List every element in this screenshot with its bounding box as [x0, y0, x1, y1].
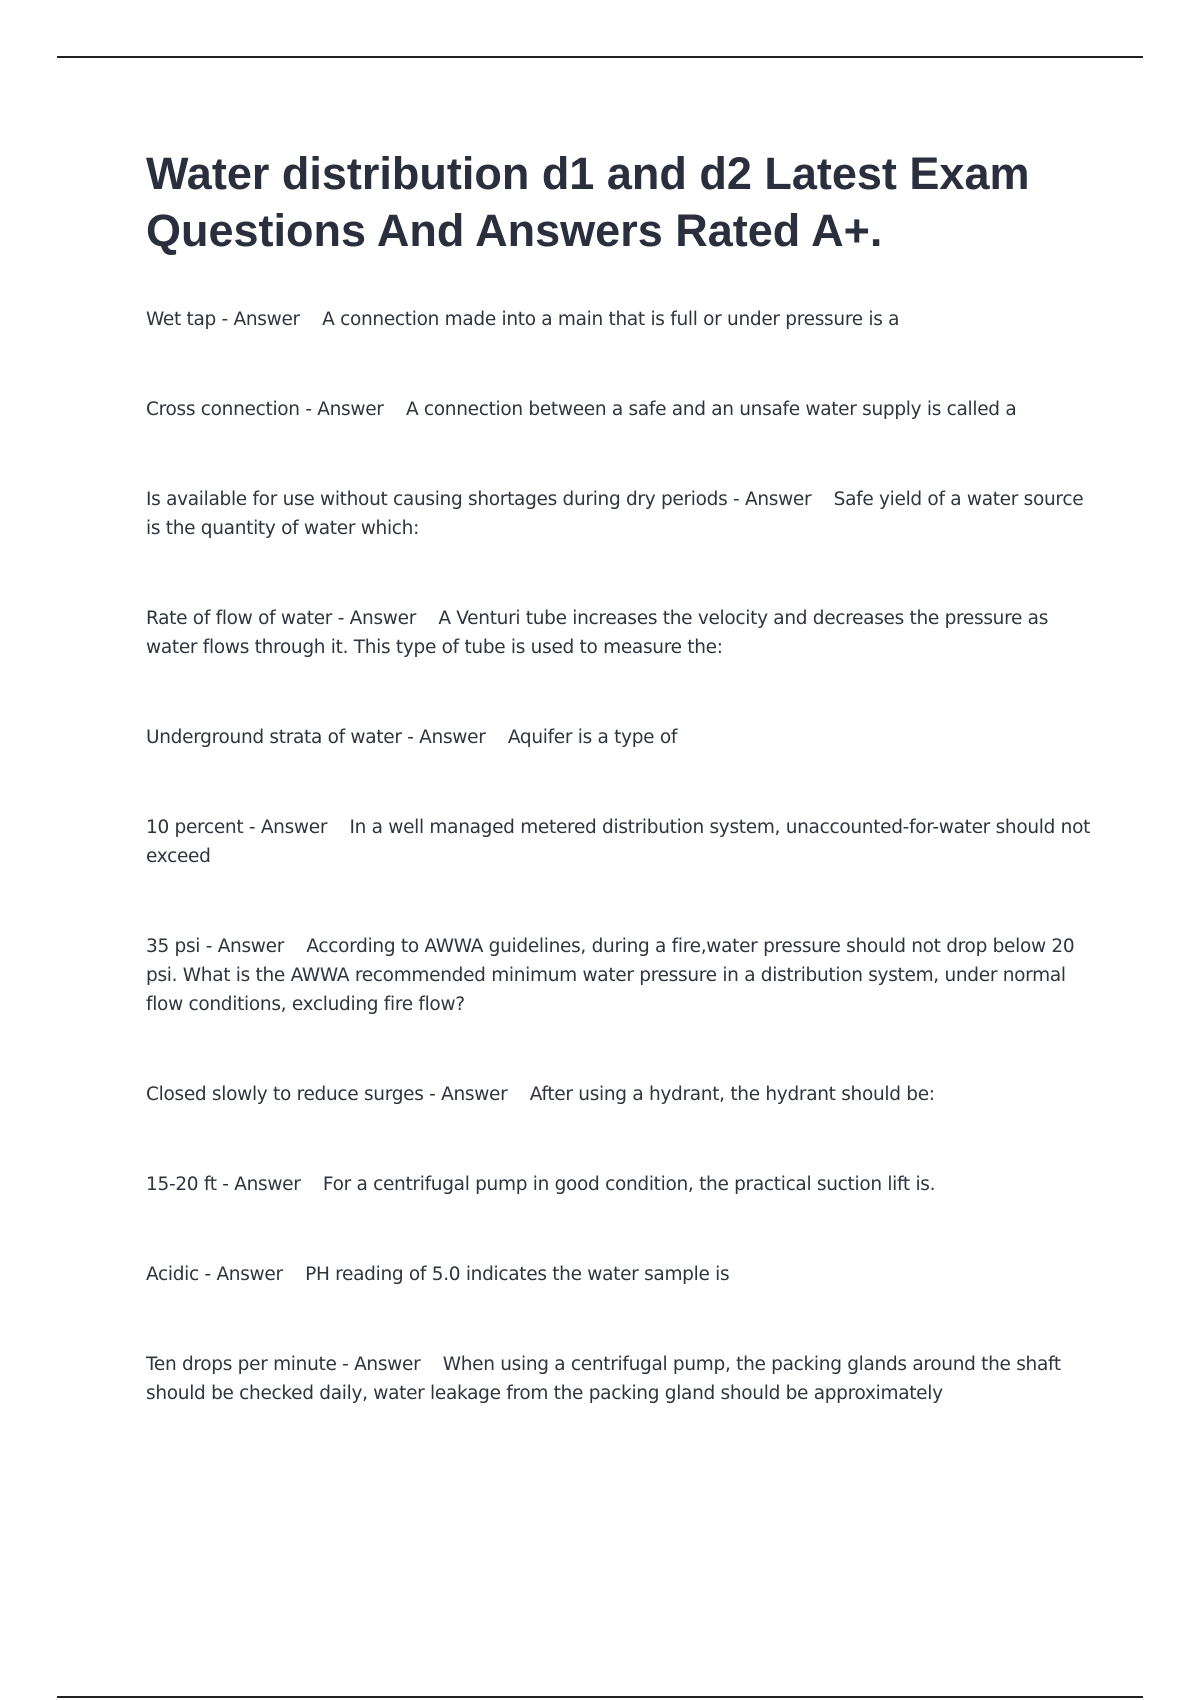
qa-list [146, 305, 1096, 1408]
qa-separator: - Answer [200, 936, 307, 957]
qa-item [146, 305, 1096, 334]
qa-question: Safe yield of a water source is the quantity of water which: [146, 489, 1084, 539]
qa-separator: - Answer [216, 1174, 323, 1195]
qa-question: A Venturi tube increases the velocity and decreases the pressure as water flows through it. This type of tube is used to measure the: [146, 608, 1049, 658]
qa-question: When using a centrifugal pump, the packing glands around the shaft should be checked daily, water leakage from the packing gland should be approximately [146, 1354, 1061, 1404]
qa-answer: Ten drops per minute [146, 1354, 337, 1375]
qa-answer: Acidic [146, 1264, 199, 1285]
qa-separator: - Answer [299, 399, 406, 420]
qa-answer: Is available for use without causing shortages during dry periods [146, 489, 728, 510]
qa-question: Aquifer is a type of [507, 727, 678, 748]
qa-item [146, 723, 1096, 752]
qa-item [146, 813, 1096, 871]
qa-item [146, 485, 1096, 543]
qa-item [146, 932, 1096, 1019]
bottom-rule [57, 1696, 1143, 1698]
qa-item [146, 1260, 1096, 1289]
qa-question: For a centrifugal pump in good condition, the practical suction lift is. [322, 1174, 936, 1195]
qa-answer: Closed slowly to reduce surges [146, 1084, 424, 1105]
qa-answer: 15-20 ft [146, 1174, 217, 1195]
qa-separator: - Answer [243, 817, 350, 838]
qa-question: After using a hydrant, the hydrant should be: [529, 1084, 935, 1105]
qa-separator: - Answer [423, 1084, 530, 1105]
qa-answer: Wet tap [146, 309, 216, 330]
qa-separator: - Answer [727, 489, 834, 510]
qa-question: A connection made into a main that is full or under pressure is a [322, 309, 900, 330]
qa-answer: Cross connection [146, 399, 300, 420]
qa-separator: - Answer [332, 608, 439, 629]
qa-separator: - Answer [215, 309, 323, 330]
document-title: Water distribution d1 and d2 Latest Exam Questions And Answers Rated A+. [146, 148, 1030, 256]
qa-answer: Underground strata of water [146, 727, 402, 748]
top-rule [57, 56, 1143, 58]
qa-item [146, 395, 1096, 424]
qa-separator: - Answer [336, 1354, 443, 1375]
qa-item [146, 1350, 1096, 1408]
qa-separator: - Answer [198, 1264, 306, 1285]
qa-question: According to AWWA guidelines, during a fire,water pressure should not drop below 20 psi. What is the AWWA recommended minimum water pressure in a distribution system, under normal flow conditions, excluding fire flow? [146, 936, 1075, 1015]
qa-answer: 35 psi [146, 936, 201, 957]
qa-item [146, 1170, 1096, 1199]
qa-answer: Rate of flow of water [146, 608, 333, 629]
qa-question: A connection between a safe and an unsafe water supply is called a [405, 399, 1017, 420]
qa-separator: - Answer [401, 727, 508, 748]
qa-item [146, 1080, 1096, 1109]
document-body [146, 145, 1096, 1469]
qa-question: PH reading of 5.0 indicates the water sample is [305, 1264, 730, 1285]
qa-answer: 10 percent [146, 817, 244, 838]
qa-question: In a well managed metered distribution system, unaccounted-for-water should not exceed [146, 817, 1091, 867]
qa-item [146, 604, 1096, 662]
